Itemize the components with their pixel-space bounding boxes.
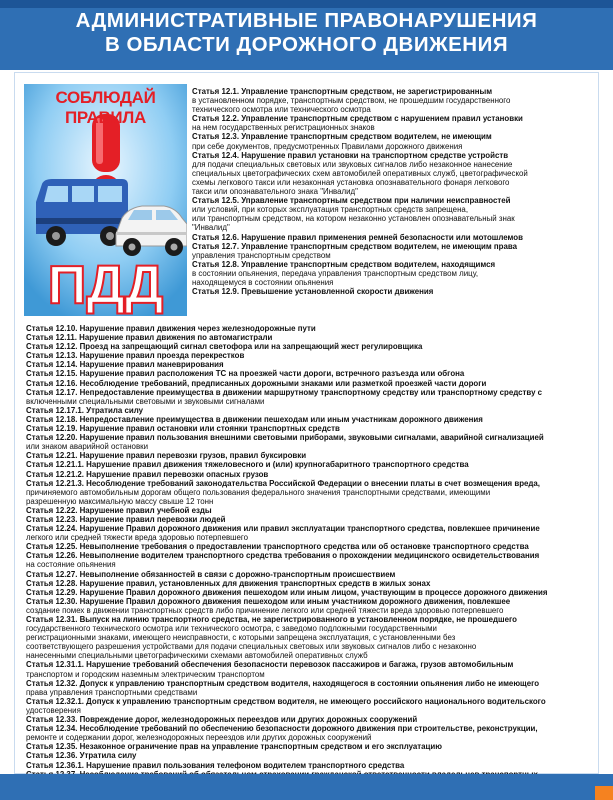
article-line: Статья 12.11. Нарушение правил движения по автомагистрали [26, 333, 273, 343]
article-line: Статья 12.32.1. Допуск к управлению транспортным средством водителя, не имеющего российского национального водительского [26, 696, 546, 706]
article-line: Статья 12.4. Нарушение правил установки на транспортном средстве устройств [192, 150, 509, 160]
article-line: включенными специальными световыми и звуковыми сигналами [26, 396, 265, 406]
article-line: при себе документов, предусмотренных Правилами дорожного движения [192, 141, 463, 151]
article-line: Статья 12.33. Повреждение дорог, железнодорожных переездов или других дорожных сооружений [26, 715, 418, 725]
article-line: Статья 12.28. Нарушение правил, установленных для движения транспортных средств в жилых зонах [26, 578, 431, 588]
article-line: такси или опознавательного знака "Инвалид" [192, 187, 358, 197]
pdd-illustration [24, 84, 187, 316]
article-line: государственного технического осмотра или технического осмотра, с заведомо подложными государственными [26, 624, 437, 634]
article-line: соответствующего разрешения устройствами для подачи специальных световых или звуковых сигналов либо с незаконно [26, 642, 477, 652]
article-line: находящемуся в состоянии опьянения [192, 277, 334, 287]
article-line: Статья 12.34. Несоблюдение требований по обеспечению безопасности дорожного движения при строительстве, реконструкции, [26, 724, 538, 734]
article-line: Статья 12.6. Нарушение правил применения ремней безопасности или мотошлемов [192, 232, 523, 242]
article-line: на состояние опьянения [26, 560, 116, 570]
article-line: для подачи специальных световых или звуковых сигналов либо незаконное нанесение [192, 159, 513, 169]
article-line: удостоверения [26, 705, 81, 715]
article-line: Статья 12.29. Нарушение Правил дорожного движения пешеходом или иным лицом, участвующим в процессе дорожного движения [26, 587, 548, 597]
article-line: транспортом и городским наземным электрическим транспортом [26, 669, 265, 679]
article-line: Статья 12.24. Нарушение Правил дорожного движения или правил эксплуатации транспортного средства, повлекшее причинение [26, 524, 540, 534]
article-line: причиняемого автомобильным дорогам общего пользования федерального значения транспортными средствами, имеющими [26, 487, 491, 497]
article-line: Статья 12.21.3. Несоблюдение требований законодательства Российской Федерации о внесении платы в счет возмещения вреда, [26, 478, 540, 488]
article-line: легкого или средней тяжести вреда здоровью потерпевшего [26, 533, 248, 543]
article-line: Статья 12.9. Превышение установленной скорости движения [192, 287, 434, 297]
title-line-2: В ОБЛАСТИ ДОРОЖНОГО ДВИЖЕНИЯ [104, 33, 509, 56]
article-line: Статья 12.8. Управление транспортным средством водителем, находящимся [192, 259, 496, 269]
top-articles-list [192, 87, 596, 296]
article-line: регистрационными знаками, имеющего неисправности, с которыми запрещена эксплуатация, с установленными без [26, 633, 456, 643]
article-line: Статья 12.5. Управление транспортным средством при наличии неисправностей [192, 196, 511, 206]
article-line: Статья 12.18. Непредоставление преимущества в движении пешеходам или иным участникам дорожного движения [26, 414, 483, 424]
article-line: технического осмотра или технического осмотра [192, 105, 371, 115]
article-line: Статья 12.17.1. Утратила силу [26, 405, 143, 415]
article-line: Статья 12.13. Нарушение правил проезда перекрестков [26, 351, 245, 361]
article-line: специальных цветографических схем автомобилей оперативных служб, цветографической [192, 168, 528, 178]
article-line: Статья 12.27. Невыполнение обязанностей в связи с дорожно-транспортным происшествием [26, 569, 396, 579]
article-line: "Инвалид" [192, 223, 230, 233]
article-line: ремонте и содержании дорог, железнодорожных переездов или других дорожных сооружений [26, 733, 372, 743]
pdd-logo-text: ПДД [47, 255, 164, 315]
article-line: Статья 12.16. Несоблюдение требований, предписанных дорожными знаками или разметкой проезжей части дороги [26, 378, 487, 388]
article-line: Статья 12.2. Управление транспортным средством с нарушением правил установки [192, 114, 523, 124]
article-line: Статья 12.20. Нарушение правил пользования внешними световыми приборами, звуковыми сигналами, аварийной сигнализацией [26, 433, 544, 443]
article-line: Статья 12.22. Нарушение правил учебной езды [26, 505, 212, 515]
article-line: на нем государственных регистрационных знаков [192, 123, 375, 133]
article-line: Статья 12.21.2. Нарушение правил перевозки опасных грузов [26, 469, 269, 479]
article-line: Статья 12.3. Управление транспортным средством водителем, не имеющим [192, 132, 492, 142]
page-title [0, 9, 613, 57]
article-line: в состоянии опьянения, передача управления транспортным средством лицу, [192, 268, 479, 278]
corner-accent [595, 786, 613, 800]
article-line: Статья 12.21.1. Нарушение правил движения тяжеловесного и (или) крупногабаритного транспортного средства [26, 460, 469, 470]
article-line: Статья 12.30. Нарушение Правил дорожного движения пешеходом или иным участником дорожного движения, повлекшее [26, 596, 511, 606]
header-band [0, 0, 613, 8]
article-line: Статья 12.14. Нарушение правил маневрирования [26, 360, 224, 370]
article-line: Статья 12.23. Нарушение правил перевозки людей [26, 514, 226, 524]
article-line: Статья 12.12. Проезд на запрещающий сигнал светофора или на запрещающий жест регулировщика [26, 342, 423, 352]
title-line-1: АДМИНИСТРАТИВНЫЕ ПРАВОНАРУШЕНИЯ [75, 9, 538, 32]
article-line: Статья 12.32. Допуск к управлению транспортным средством водителя, находящегося в состоянии опьянения либо не имеющего [26, 678, 540, 688]
article-line: нанесенными специальными цветографическими схемами автомобилей оперативных служб [26, 651, 368, 661]
article-line: Статья 12.25. Невыполнение требования о предоставлении транспортного средства или об остановке транспортного средства [26, 542, 529, 552]
article-line: Статья 12.36.1. Нарушение правил пользования телефоном водителем транспортного средства [26, 760, 405, 770]
article-line: Статья 12.7. Управление транспортным средством водителем, не имеющим права [192, 241, 517, 251]
article-line: Статья 12.36. Утратила силу [26, 751, 137, 761]
article-line: в установленном порядке, транспортным средством, не прошедшим государственного [192, 96, 511, 106]
slogan-text: СОБЛЮДАЙ ПРАВИЛА [55, 88, 156, 127]
header-banner [0, 0, 613, 70]
article-line: управления транспортным средством [192, 250, 331, 260]
article-line: права управления транспортными средствами [26, 687, 198, 697]
article-line: Статья 12.10. Нарушение правил движения через железнодорожные пути [26, 324, 316, 333]
main-articles-list [26, 324, 596, 788]
article-line: Статья 12.31. Выпуск на линию транспортного средства, не зарегистрированного в установленном порядке, не прошедшего [26, 615, 517, 624]
footer-bar [0, 774, 613, 800]
article-line: создание помех в движении транспортных средств либо причинение легкого или средней тяжести вреда здоровью потерпевшего [26, 605, 504, 615]
article-line: Статья 12.19. Нарушение правил остановки или стоянки транспортных средств [26, 424, 340, 434]
article-line: или транспортным средством, на котором незаконно установлен опознавательный знак [192, 214, 515, 224]
article-line: или знаком аварийной остановки [26, 442, 148, 452]
article-line: Статья 12.15. Нарушение правил расположения ТС на проезжей части дороги, встречного разъезда или обгона [26, 369, 465, 379]
article-line: схемы легкового такси или незаконная установка опознавательного фонаря легкового [192, 177, 510, 187]
article-line: разрешенную максимальную массу свыше 12 тонн [26, 496, 214, 506]
article-line: Статья 12.21. Нарушение правил перевозки грузов, правил буксировки [26, 451, 307, 461]
article-line: или условий, при которых эксплуатация транспортных средств запрещена, [192, 205, 469, 215]
article-line: Статья 12.31.1. Нарушение требований обеспечения безопасности перевозок пассажиров и багажа, грузов автомобильным [26, 660, 514, 670]
article-line: Статья 12.26. Невыполнение водителем транспортного средства требования о прохождении медицинского освидетельствования [26, 551, 540, 561]
article-line: Статья 12.17. Непредоставление преимущества в движении маршрутному транспортному средству или транспортному средству с [26, 387, 543, 397]
article-line: Статья 12.1. Управление транспортным средством, не зарегистрированным [192, 87, 493, 96]
article-line: Статья 12.35. Незаконное ограничение прав на управление транспортным средством и его эксплуатацию [26, 742, 442, 752]
